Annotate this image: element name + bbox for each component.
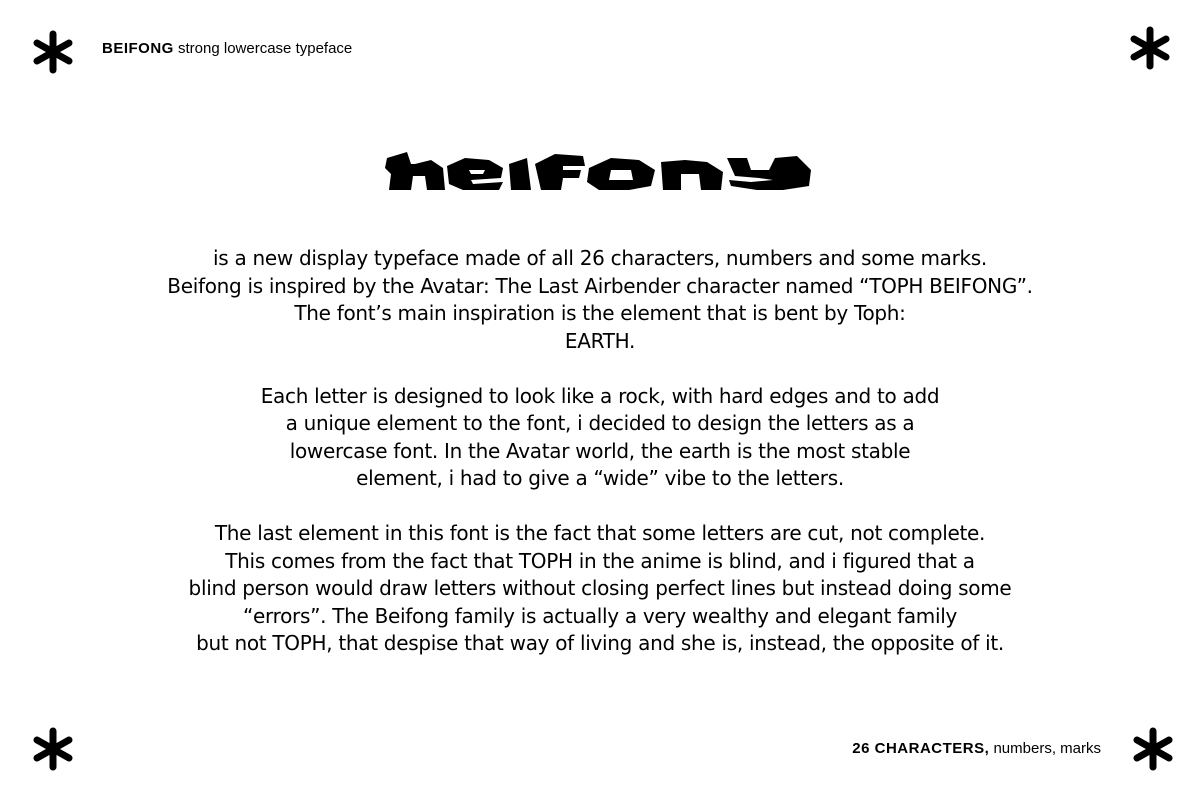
paragraph (100, 383, 1100, 493)
paragraph (100, 520, 1100, 658)
tagline: strong lowercase typeface (173, 40, 353, 57)
character-count: 26 CHARACTERS, (852, 740, 990, 757)
text-line: element, i had to give a “wide” vibe to the letters. (356, 466, 844, 490)
paragraph (100, 245, 1100, 355)
header-label (102, 40, 352, 58)
footer-rest: numbers, marks (989, 740, 1101, 757)
text-line: Each letter is designed to look like a rock, with hard edges and to add (260, 383, 940, 408)
text-line: The last element in this font is the fact that some letters are cut, not complete. (214, 521, 986, 545)
footer-label (852, 740, 1101, 758)
text-line: but not TOPH, that despise that way of living and she is, instead, the opposite of it. (196, 631, 1004, 655)
text-line: lowercase font. In the Avatar world, the earth is the most stable (289, 438, 911, 463)
text-line: is a new display typeface made of all 26 characters, numbers and some marks. (213, 246, 987, 270)
text-line: This comes from the fact that TOPH in the anime is blind, and i figured that a (225, 548, 975, 573)
description (100, 245, 1100, 685)
text-line: a unique element to the font, i decided to design the letters as a (285, 411, 915, 435)
wordmark-logo (385, 150, 815, 192)
text-line: The font’s main inspiration is the element that is bent by Toph: (294, 301, 906, 325)
brand-name: BEIFONG (102, 40, 174, 57)
text-line: EARTH. (564, 328, 636, 353)
asterisk-icon (31, 727, 75, 771)
asterisk-icon (1131, 727, 1175, 771)
text-line: blind person would draw letters without closing perfect lines but instead doing some (188, 576, 1012, 600)
text-line: Beifong is inspired by the Avatar: The Last Airbender character named “TOPH BEIFONG”. (167, 273, 1033, 298)
asterisk-icon (31, 30, 75, 74)
asterisk-icon (1128, 26, 1172, 70)
text-line: “errors”. The Beifong family is actually a very wealthy and elegant family (242, 603, 958, 628)
